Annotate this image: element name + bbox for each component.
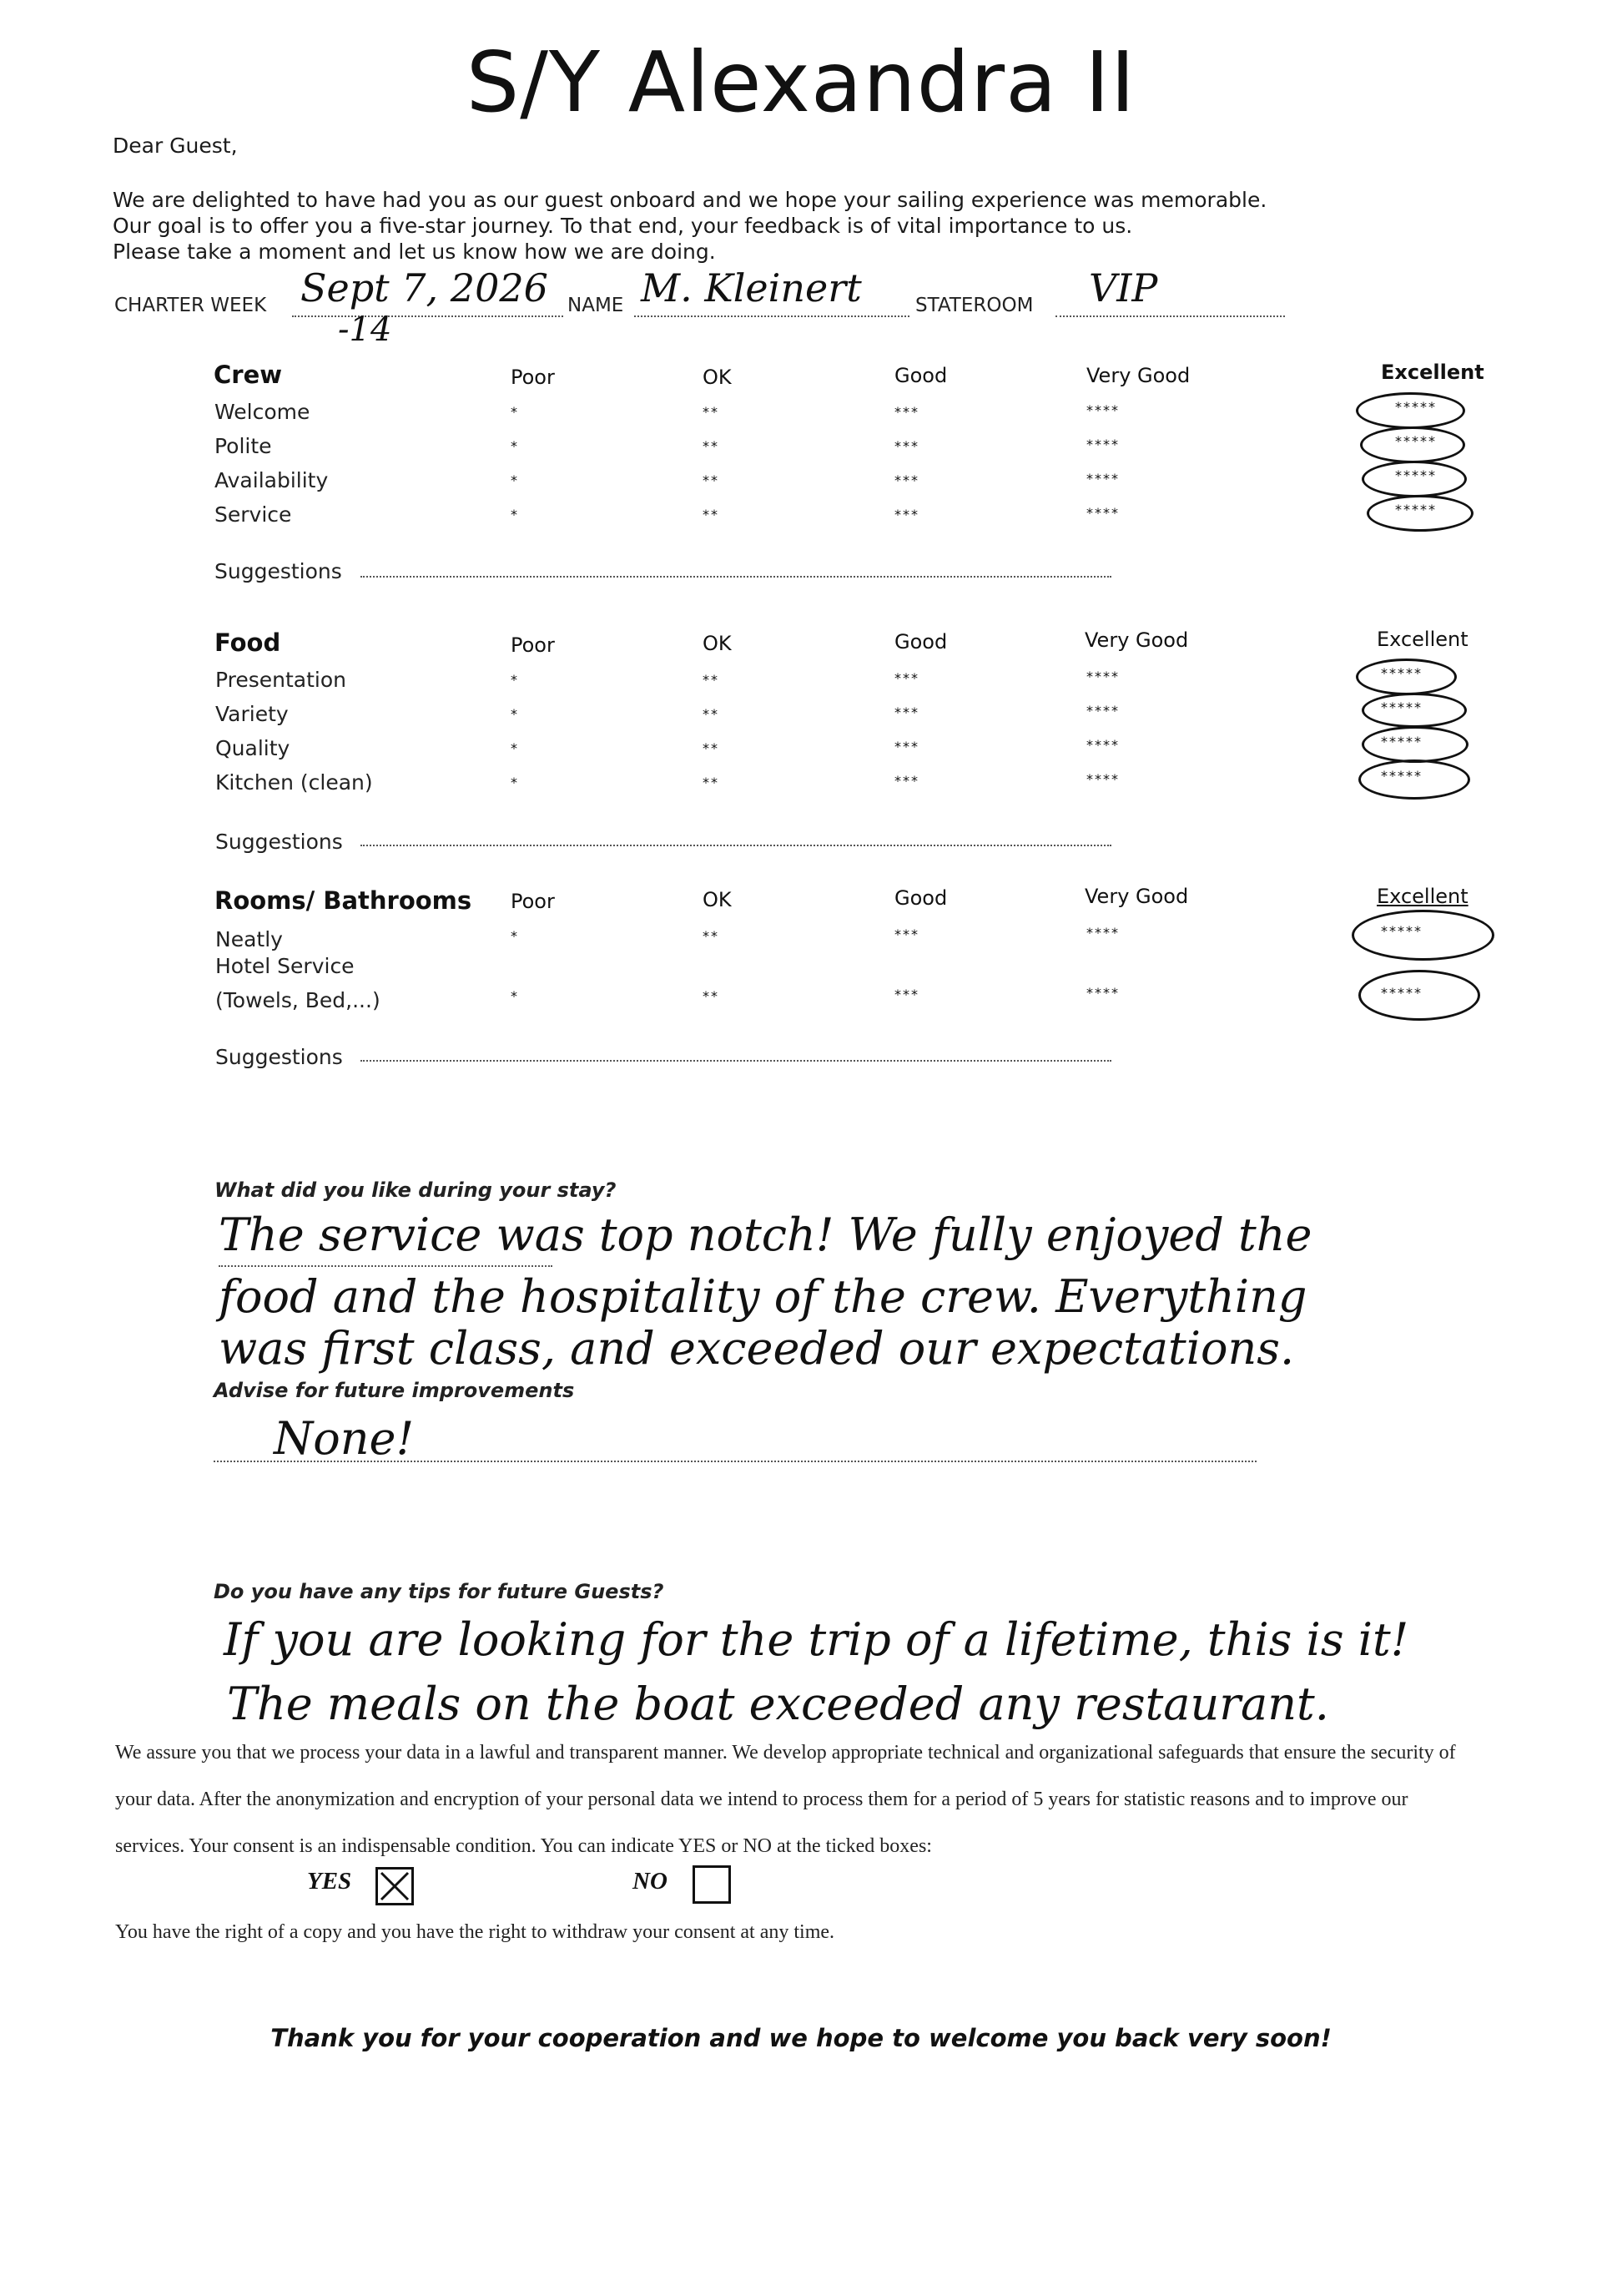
charter-week-label: CHARTER WEEK (114, 295, 267, 316)
rooms-col-very-good: Very Good (1085, 885, 1189, 908)
tips-answer-line-1[interactable]: If you are looking for the trip of a lifetime, this is it! (224, 1613, 1409, 1666)
crew-row-availability: Availability (214, 468, 329, 492)
selected-rating-circle (1356, 392, 1465, 429)
rating-ok[interactable]: ** (703, 507, 719, 522)
crew-col-poor: Poor (511, 366, 555, 389)
charter-week-value-end[interactable]: -14 (338, 310, 392, 349)
rating-ok[interactable]: ** (703, 472, 719, 488)
name-value[interactable]: M. Kleinert (641, 265, 862, 310)
rating-very-good[interactable]: **** (1086, 925, 1120, 941)
crew-col-good: Good (894, 364, 948, 387)
rating-ok[interactable]: ** (703, 740, 719, 756)
rating-very-good[interactable]: **** (1086, 436, 1120, 452)
rooms-suggestions-label: Suggestions (215, 1045, 343, 1069)
rooms-col-poor: Poor (511, 890, 555, 913)
rating-poor[interactable]: * (511, 740, 519, 756)
rating-very-good[interactable]: **** (1086, 985, 1120, 1001)
rooms-col-good: Good (894, 886, 948, 910)
yes-checkbox[interactable] (375, 1867, 414, 1905)
crew-section-title: Crew (214, 361, 283, 389)
selected-rating-circle (1352, 910, 1494, 961)
rating-excellent[interactable]: ***** (1395, 467, 1437, 483)
yes-label: YES (307, 1868, 352, 1895)
food-section-title: Food (214, 628, 281, 657)
rating-ok[interactable]: ** (703, 928, 719, 944)
selected-rating-circle (1362, 693, 1467, 728)
food-row-kitchen: Kitchen (clean) (215, 770, 373, 795)
crew-col-ok: OK (703, 366, 732, 389)
crew-col-very-good: Very Good (1086, 364, 1191, 387)
rating-poor[interactable]: * (511, 928, 519, 944)
rating-good[interactable]: *** (894, 404, 919, 420)
crew-suggestions-line[interactable] (360, 576, 1111, 578)
rating-poor[interactable]: * (511, 404, 519, 420)
rating-poor[interactable]: * (511, 507, 519, 522)
rooms-row-neatly: Neatly (215, 927, 283, 951)
rating-excellent[interactable]: ***** (1381, 734, 1423, 749)
rating-very-good[interactable]: **** (1086, 703, 1120, 719)
rating-poor[interactable]: * (511, 988, 519, 1004)
liked-answer-underline (219, 1265, 552, 1267)
crew-row-service: Service (214, 502, 292, 527)
stateroom-label: STATEROOM (915, 295, 1034, 316)
crew-col-excellent: Excellent (1381, 361, 1484, 384)
improve-question-label: Advise for future improvements (214, 1379, 575, 1402)
rating-poor[interactable]: * (511, 706, 519, 722)
greeting: Dear Guest, (113, 134, 238, 158)
rating-good[interactable]: *** (894, 670, 919, 686)
selected-rating-circle (1362, 726, 1468, 763)
rating-good[interactable]: *** (894, 472, 919, 488)
no-checkbox[interactable] (693, 1865, 731, 1904)
liked-answer-line-1[interactable]: The service was top notch! We fully enjoyed the (219, 1209, 1312, 1261)
selected-rating-circle (1358, 970, 1480, 1021)
rating-excellent[interactable]: ***** (1395, 399, 1437, 415)
food-col-good: Good (894, 630, 948, 653)
rating-ok[interactable]: ** (703, 438, 719, 454)
name-label: NAME (567, 295, 624, 316)
improve-answer-line (214, 1461, 1257, 1462)
liked-answer-line-2[interactable]: food and the hospitality of the crew. Everything (219, 1270, 1307, 1323)
liked-question-label: What did you like during your stay? (214, 1178, 617, 1202)
rating-poor[interactable]: * (511, 775, 519, 790)
rating-good[interactable]: *** (894, 773, 919, 789)
liked-answer-line-3[interactable]: was first class, and exceeded our expectations. (219, 1322, 1295, 1375)
food-row-presentation: Presentation (215, 668, 347, 692)
charter-week-value[interactable]: Sept 7, 2026 (300, 265, 548, 310)
tips-answer-line-2[interactable]: The meals on the boat exceeded any restaurant. (227, 1678, 1329, 1730)
food-suggestions-line[interactable] (360, 845, 1111, 846)
rating-excellent[interactable]: ***** (1381, 699, 1423, 715)
selected-rating-circle (1367, 495, 1474, 532)
rating-excellent[interactable]: ***** (1395, 502, 1437, 517)
rating-good[interactable]: *** (894, 926, 919, 942)
rating-very-good[interactable]: **** (1086, 737, 1120, 753)
rating-excellent[interactable]: ***** (1381, 923, 1423, 939)
rooms-section-title: Rooms/ Bathrooms (214, 886, 472, 915)
rating-ok[interactable]: ** (703, 775, 719, 790)
no-label: NO (632, 1868, 668, 1895)
rating-very-good[interactable]: **** (1086, 471, 1120, 487)
rating-excellent[interactable]: ***** (1381, 665, 1423, 681)
rooms-suggestions-line[interactable] (360, 1060, 1111, 1062)
rating-good[interactable]: *** (894, 438, 919, 454)
selected-rating-circle (1360, 426, 1465, 463)
rating-poor[interactable]: * (511, 472, 519, 488)
rating-poor[interactable]: * (511, 672, 519, 688)
rating-good[interactable]: *** (894, 704, 919, 720)
rating-very-good[interactable]: **** (1086, 771, 1120, 787)
rating-very-good[interactable]: **** (1086, 505, 1120, 521)
stateroom-line (1055, 315, 1285, 317)
rooms-col-ok: OK (703, 888, 732, 911)
document-title: S/Y Alexandra II (466, 33, 1136, 131)
rating-excellent[interactable]: ***** (1381, 768, 1423, 784)
rooms-row-hotel-service: Hotel Service (215, 954, 355, 978)
rating-ok[interactable]: ** (703, 706, 719, 722)
rating-very-good[interactable]: **** (1086, 669, 1120, 684)
rating-good[interactable]: *** (894, 739, 919, 754)
data-consent-text: We assure you that we process your data in a lawful and transparent manner. We develop appropriate technical and organizational safeguards that ensure the security of your data. After the anonymization and encryption of your personal data we intend to process them for a period of 5 years for statistic reasons and to improve our services. Your consent is an indispensable condition. You can indicate YES or NO at the ticked boxes: (115, 1742, 1456, 1857)
intro-line-2: Our goal is to offer you a five-star journey. To that end, your feedback is of vital importance to us. (113, 214, 1133, 238)
rating-excellent[interactable]: ***** (1395, 433, 1437, 449)
stateroom-value[interactable]: VIP (1089, 265, 1158, 310)
check-x-icon (378, 1870, 411, 1903)
food-suggestions-label: Suggestions (215, 830, 343, 854)
tips-question-label: Do you have any tips for future Guests? (214, 1580, 664, 1603)
food-row-variety: Variety (215, 702, 289, 726)
charter-week-line (292, 315, 563, 317)
selected-rating-circle (1362, 461, 1467, 497)
rating-poor[interactable]: * (511, 438, 519, 454)
selected-rating-circle (1358, 759, 1470, 800)
crew-suggestions-label: Suggestions (214, 559, 342, 583)
food-col-ok: OK (703, 632, 732, 655)
rooms-row-towels-bed: (Towels, Bed,...) (215, 988, 380, 1012)
rights-text: You have the right of a copy and you have the right to withdraw your consent at any time. (115, 1921, 835, 1943)
selected-rating-circle (1356, 659, 1457, 695)
intro-line-3: Please take a moment and let us know how we are doing. (113, 240, 716, 264)
food-col-very-good: Very Good (1085, 628, 1189, 652)
rating-very-good[interactable]: **** (1086, 402, 1120, 418)
food-col-poor: Poor (511, 633, 555, 657)
rating-excellent[interactable]: ***** (1381, 985, 1423, 1001)
thank-you-message: Thank you for your cooperation and we hope to welcome you back very soon! (270, 2024, 1332, 2052)
rating-ok[interactable]: ** (703, 672, 719, 688)
food-row-quality: Quality (215, 736, 290, 760)
rating-ok[interactable]: ** (703, 988, 719, 1004)
rooms-col-excellent: Excellent (1377, 885, 1468, 908)
food-col-excellent: Excellent (1377, 628, 1468, 651)
crew-row-welcome: Welcome (214, 400, 310, 424)
rating-good[interactable]: *** (894, 507, 919, 522)
name-line (634, 315, 909, 317)
crew-row-polite: Polite (214, 434, 272, 458)
intro-line-1: We are delighted to have had you as our guest onboard and we hope your sailing experience was memorable. (113, 188, 1267, 212)
rating-ok[interactable]: ** (703, 404, 719, 420)
improve-answer[interactable]: None! (274, 1412, 415, 1465)
rating-good[interactable]: *** (894, 987, 919, 1002)
